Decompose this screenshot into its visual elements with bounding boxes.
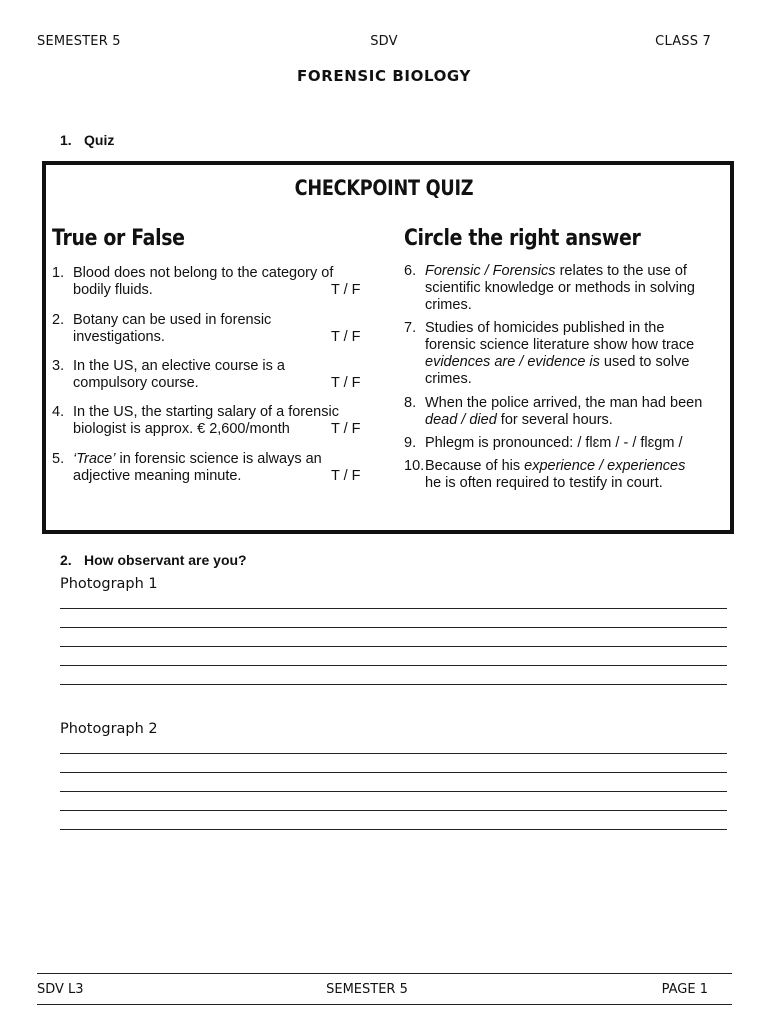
- section-2-label: How observant are you?: [84, 552, 247, 568]
- answer-line[interactable]: [60, 810, 727, 811]
- question-text-line1: [425, 458, 685, 475]
- question-text-line1: When the police arrived, the man had been: [425, 395, 703, 411]
- answer-line[interactable]: [60, 684, 727, 685]
- answer-options: Forensic / Forensics: [425, 263, 556, 279]
- question-text: in forensic science is always an: [115, 451, 322, 467]
- question-number: 10.: [404, 458, 425, 474]
- question-number: 3.: [52, 358, 65, 374]
- footer-bottom-rule: [37, 1004, 732, 1005]
- answer-line[interactable]: [60, 829, 727, 830]
- question-text: for several hours.: [496, 412, 613, 428]
- header-subject: SDV: [370, 34, 398, 49]
- italic-term: ‘Trace’: [73, 451, 116, 467]
- question-number: 4.: [52, 404, 65, 420]
- question-text-line3: crimes.: [425, 297, 472, 313]
- question-text-line2: bodily fluids.: [73, 282, 153, 298]
- question-number: 8.: [404, 395, 417, 411]
- question-text: relates to the use of: [555, 263, 687, 279]
- tf-choice: T / F: [331, 282, 361, 298]
- question-text: used to solve: [599, 354, 690, 370]
- question-text-line2: forensic science literature show how trace: [425, 337, 695, 353]
- question-text-line1: Phlegm is pronounced: / flɛm / - / flɛgm /: [425, 435, 683, 451]
- question-text-line1: [425, 263, 687, 280]
- section-1-heading: [60, 132, 114, 148]
- true-false-heading: True or False: [52, 226, 185, 251]
- circle-answer-heading: Circle the right answer: [404, 226, 641, 251]
- quiz-title: CHECKPOINT QUIZ: [294, 176, 474, 200]
- answer-options: dead / died: [425, 412, 497, 428]
- page-title: FORENSIC BIOLOGY: [297, 67, 471, 85]
- answer-line[interactable]: [60, 608, 727, 609]
- question-text-line1: Blood does not belong to the category of: [73, 265, 334, 281]
- tf-choice: T / F: [331, 468, 361, 484]
- footer-page-number: PAGE 1: [661, 982, 708, 997]
- question-number: 2.: [52, 312, 65, 328]
- photograph-1-label: Photograph 1: [60, 576, 158, 592]
- answer-line[interactable]: [60, 665, 727, 666]
- question-text-line2: adjective meaning minute.: [73, 468, 242, 484]
- tf-choice: T / F: [331, 329, 361, 345]
- header-class: CLASS 7: [655, 34, 711, 49]
- header-semester: SEMESTER 5: [37, 34, 121, 49]
- question-text: Because of his: [425, 458, 525, 474]
- question-text-line1: In the US, the starting salary of a forensic: [73, 404, 339, 420]
- footer-course: SDV L3: [37, 982, 84, 997]
- question-text-line2: [425, 412, 613, 429]
- question-number: 6.: [404, 263, 417, 279]
- question-number: 9.: [404, 435, 417, 451]
- answer-line[interactable]: [60, 791, 727, 792]
- footer-semester: SEMESTER 5: [326, 982, 408, 997]
- answer-options: experience / experiences: [524, 458, 686, 474]
- question-number: 7.: [404, 320, 417, 336]
- section-1-label: Quiz: [84, 132, 115, 148]
- question-number: 5.: [52, 451, 65, 467]
- question-text-line1: In the US, an elective course is a: [73, 358, 285, 374]
- question-text-line1: [73, 451, 322, 468]
- answer-line[interactable]: [60, 772, 727, 773]
- answer-line[interactable]: [60, 627, 727, 628]
- question-text-line1: Studies of homicides published in the: [425, 320, 665, 336]
- section-2-number: 2.: [60, 552, 72, 568]
- answer-line[interactable]: [60, 753, 727, 754]
- answer-line[interactable]: [60, 646, 727, 647]
- question-text-line1: Botany can be used in forensic: [73, 312, 272, 328]
- tf-choice: T / F: [331, 375, 361, 391]
- question-text-line2: compulsory course.: [73, 375, 199, 391]
- question-text-line2: biologist is approx. € 2,600/month: [73, 421, 290, 437]
- photograph-2-label: Photograph 2: [60, 721, 158, 737]
- question-text-line4: crimes.: [425, 371, 472, 387]
- tf-choice: T / F: [331, 421, 361, 437]
- section-1-number: 1.: [60, 132, 72, 148]
- footer-top-rule: [37, 973, 732, 974]
- question-text-line2: investigations.: [73, 329, 165, 345]
- question-text-line3: [425, 354, 689, 371]
- question-text-line2: he is often required to testify in court.: [425, 475, 663, 491]
- question-number: 1.: [52, 265, 65, 281]
- section-2-heading: [60, 552, 247, 568]
- answer-options: evidences are / evidence is: [425, 354, 600, 370]
- question-text-line2: scientific knowledge or methods in solving: [425, 280, 695, 296]
